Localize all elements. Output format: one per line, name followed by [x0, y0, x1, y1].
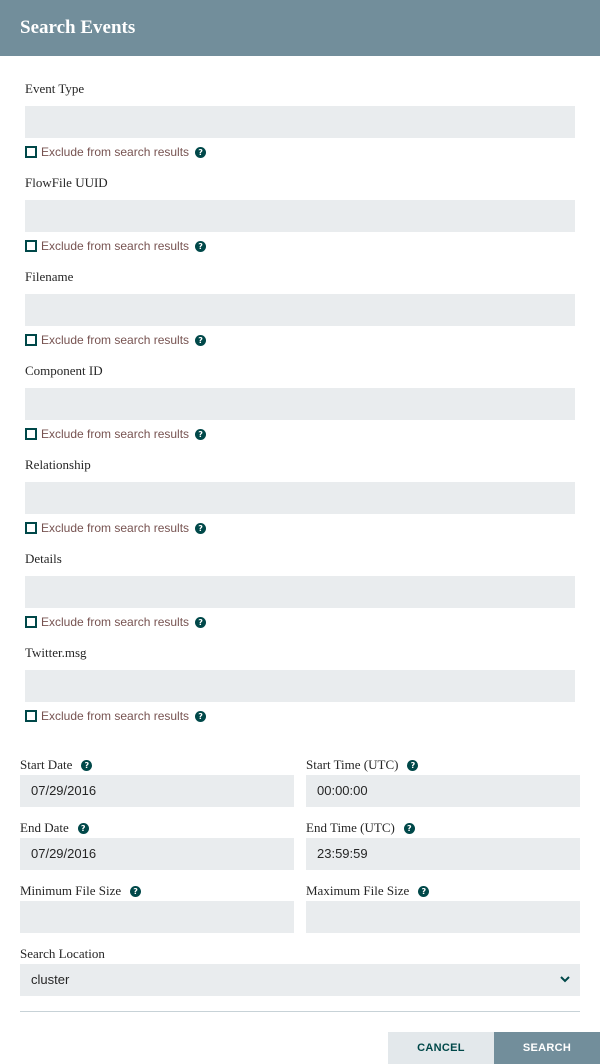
exclude-option: [25, 426, 575, 442]
field-label: Relationship: [25, 457, 91, 472]
property-details: [25, 550, 575, 630]
event-type-input[interactable]: [25, 106, 575, 138]
cancel-button[interactable]: CANCEL: [388, 1032, 494, 1064]
max-file-size-input[interactable]: [306, 901, 580, 933]
exclude-label[interactable]: Exclude from search results: [41, 333, 190, 347]
exclude-option: [25, 614, 575, 630]
search-button[interactable]: SEARCH: [494, 1032, 600, 1064]
help-icon[interactable]: ?: [195, 241, 206, 252]
end-time-label: End Time (UTC): [306, 820, 395, 835]
end-date-group: [20, 819, 294, 870]
end-date-label: End Date: [20, 820, 69, 835]
min-file-size-label: Minimum File Size: [20, 883, 122, 898]
twitter-msg-input[interactable]: [25, 670, 575, 702]
exclude-checkbox[interactable]: [25, 240, 37, 252]
field-label: Event Type: [25, 81, 85, 96]
search-location-select[interactable]: [20, 964, 580, 996]
min-file-size-input[interactable]: [20, 901, 294, 933]
help-icon[interactable]: ?: [195, 617, 206, 628]
end-time-group: [306, 819, 580, 870]
min-file-size-group: [20, 882, 294, 933]
start-time-label: Start Time (UTC): [306, 757, 399, 772]
exclude-checkbox[interactable]: [25, 146, 37, 158]
max-file-size-group: [306, 882, 580, 933]
start-date-group: [20, 756, 294, 807]
component-id-input[interactable]: [25, 388, 575, 420]
help-icon[interactable]: ?: [195, 523, 206, 534]
max-file-size-label: Maximum File Size: [306, 883, 410, 898]
help-icon[interactable]: ?: [195, 147, 206, 158]
exclude-option: [25, 708, 575, 724]
help-icon[interactable]: ?: [195, 429, 206, 440]
exclude-checkbox[interactable]: [25, 616, 37, 628]
end-date-input[interactable]: 07/29/2016: [20, 838, 294, 870]
property-flowfile-uuid: [25, 174, 575, 254]
start-time-input[interactable]: 00:00:00: [306, 775, 580, 807]
start-date-label: Start Date: [20, 757, 73, 772]
exclude-label[interactable]: Exclude from search results: [41, 427, 190, 441]
help-icon[interactable]: ?: [195, 335, 206, 346]
divider: [20, 1011, 580, 1012]
help-icon[interactable]: ?: [195, 711, 206, 722]
search-location-value: cluster: [31, 972, 70, 987]
field-label: Filename: [25, 269, 74, 284]
start-date-input[interactable]: 07/29/2016: [20, 775, 294, 807]
property-relationship: [25, 456, 575, 536]
end-time-input[interactable]: 23:59:59: [306, 838, 580, 870]
help-icon[interactable]: ?: [404, 823, 415, 834]
exclude-label[interactable]: Exclude from search results: [41, 709, 190, 723]
exclude-label[interactable]: Exclude from search results: [41, 239, 190, 253]
search-location-label: Search Location: [20, 946, 105, 961]
help-icon[interactable]: ?: [418, 886, 429, 897]
exclude-option: [25, 238, 575, 254]
exclude-checkbox[interactable]: [25, 334, 37, 346]
field-label: Details: [25, 551, 62, 566]
help-icon[interactable]: ?: [81, 760, 92, 771]
property-component-id: [25, 362, 575, 442]
property-filename: [25, 268, 575, 348]
exclude-label[interactable]: Exclude from search results: [41, 615, 190, 629]
exclude-label[interactable]: Exclude from search results: [41, 521, 190, 535]
help-icon[interactable]: ?: [130, 886, 141, 897]
exclude-label[interactable]: Exclude from search results: [41, 145, 190, 159]
exclude-option: [25, 144, 575, 160]
help-icon[interactable]: ?: [407, 760, 418, 771]
help-icon[interactable]: ?: [78, 823, 89, 834]
field-label: FlowFile UUID: [25, 175, 108, 190]
dialog-title: Search Events: [0, 0, 600, 56]
flowfile-uuid-input[interactable]: [25, 200, 575, 232]
details-input[interactable]: [25, 576, 575, 608]
exclude-checkbox[interactable]: [25, 522, 37, 534]
start-time-group: [306, 756, 580, 807]
property-event-type: [25, 80, 575, 160]
exclude-checkbox[interactable]: [25, 710, 37, 722]
exclude-checkbox[interactable]: [25, 428, 37, 440]
chevron-down-icon: [560, 974, 570, 984]
filename-input[interactable]: [25, 294, 575, 326]
exclude-option: [25, 520, 575, 536]
property-twitter-msg: [25, 644, 575, 724]
field-label: Component ID: [25, 363, 103, 378]
search-location-group: [20, 945, 580, 996]
exclude-option: [25, 332, 575, 348]
field-label: Twitter.msg: [25, 645, 87, 660]
relationship-input[interactable]: [25, 482, 575, 514]
